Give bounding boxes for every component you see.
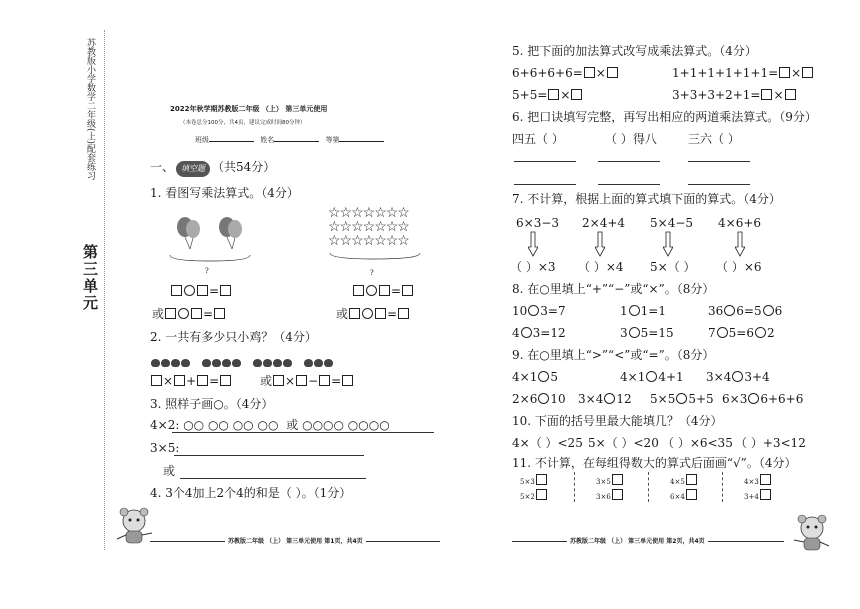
student-info-row [195, 135, 384, 145]
name-field[interactable] [274, 141, 319, 142]
q8-title: 8. 在○里填上“+”“−”或“×”。（8分） [512, 282, 715, 296]
or-label: 或 [336, 307, 349, 321]
section-number: 一、 [150, 160, 175, 174]
q1-balloon-answer-1: = [170, 284, 232, 298]
answer-circle[interactable] [538, 393, 549, 404]
check-box[interactable] [612, 489, 623, 500]
chick-group [202, 352, 242, 371]
answer-circle[interactable] [629, 305, 640, 316]
answer-box[interactable] [165, 308, 176, 319]
answer-box[interactable] [191, 308, 202, 319]
down-arrow-icon [663, 231, 673, 257]
answer-box[interactable] [607, 67, 618, 78]
q9-row2-item2: 3×4 12 [578, 392, 632, 406]
q5-row2-right: 3+3+3+2+1= × [672, 88, 797, 102]
answer-circle[interactable] [724, 305, 735, 316]
q9-title: 9. 在○里填上“>”“<”或“=”。（8分） [512, 348, 715, 362]
q11-group-2: 3×5 3×6 [596, 474, 624, 504]
q3-example-circles: ○○ ○○ ○○ ○○ [183, 418, 279, 432]
q1-star-answer-1: = [352, 284, 414, 298]
q6-line[interactable] [514, 184, 576, 185]
answer-circle[interactable] [604, 393, 615, 404]
answer-box[interactable] [220, 285, 231, 296]
grade-field[interactable] [339, 141, 384, 142]
down-arrow-icon [595, 231, 605, 257]
check-box[interactable] [536, 474, 547, 485]
chick-group [304, 352, 334, 371]
check-box[interactable] [536, 489, 547, 500]
class-field[interactable] [209, 141, 254, 142]
q7-top-1: 6×3−3 [516, 216, 560, 230]
check-box[interactable] [686, 489, 697, 500]
q9-row2-item3: 5×5 5+5 [650, 392, 714, 406]
answer-box[interactable] [802, 67, 813, 78]
answer-circle[interactable] [184, 285, 195, 296]
q3-example-row [150, 418, 390, 432]
answer-circle[interactable] [763, 305, 774, 316]
q10-item-2: 5×（ ）<20 [588, 436, 659, 450]
balloon-picture [165, 215, 255, 265]
q3-answer-line-2[interactable] [180, 478, 366, 479]
q11-title: 11. 不计算，在每组得数大的算式后面画“√”。（4分） [512, 456, 797, 470]
q3-example-label: 4×2: [150, 418, 180, 432]
q6-c: 三六（ ） [688, 132, 740, 146]
q9-row2-item4: 6×3 6+6+6 [722, 392, 804, 406]
balloon-question-mark: ? [205, 267, 209, 275]
answer-box[interactable] [342, 375, 353, 386]
q6-line[interactable] [598, 161, 660, 162]
q9-row2-item1: 2×6 10 [512, 392, 566, 406]
q7-bottom-4: （ ）×6 [716, 260, 762, 274]
q3-row2-label: 3×5: [150, 441, 180, 455]
q5-c-expr: 5+5= [512, 88, 548, 102]
or-label: 或 [286, 418, 299, 432]
answer-box[interactable] [171, 285, 182, 296]
answer-box[interactable] [548, 89, 559, 100]
answer-circle[interactable] [629, 327, 640, 338]
answer-circle[interactable] [362, 308, 373, 319]
paper-title: 2022年秋学期苏教版二年级 （上） 第三单元使用 [170, 105, 328, 113]
answer-box[interactable] [273, 375, 284, 386]
q7-bottom-3: 5×（ ） [650, 260, 696, 274]
q6-line[interactable] [514, 161, 576, 162]
q6-b: （ ）得八 [605, 132, 657, 146]
footer-right: 苏教版二年级 （上） 第三单元使用 第2页，共4页 [567, 536, 708, 545]
q7-top-3: 5×4−5 [650, 216, 694, 230]
answer-box[interactable] [779, 67, 790, 78]
balloon-icon [165, 215, 255, 265]
q6-line[interactable] [688, 161, 750, 162]
q2-answer-row: × + = 或 × − = [150, 374, 354, 388]
q5-row1-right: 1+1+1+1+1+1= × [672, 66, 814, 80]
answer-circle[interactable] [528, 305, 539, 316]
star-row: ☆☆☆☆☆☆☆ [328, 233, 409, 249]
q7-top-2: 2×4+4 [582, 216, 626, 230]
q3-example-alt-circles: ○○○○ ○○○○ [302, 418, 390, 432]
down-arrow-icon [528, 231, 538, 257]
class-label: 班级 [195, 136, 209, 144]
answer-box[interactable] [761, 89, 772, 100]
answer-box[interactable] [214, 308, 225, 319]
q10-item-1: 4×（ ）<25 [512, 436, 583, 450]
q10-item-3: （ ）×6<35 [662, 436, 733, 450]
answer-circle[interactable] [538, 371, 549, 382]
mascot-right-icon [790, 510, 834, 558]
check-box[interactable] [686, 474, 697, 485]
answer-box[interactable] [402, 285, 413, 296]
answer-box[interactable] [349, 308, 360, 319]
q5-row1: 6+6+6+6= × [512, 66, 619, 80]
answer-box[interactable] [151, 375, 162, 386]
q5-d-expr: 3+3+3+2+1= [672, 88, 761, 102]
answer-box[interactable] [785, 89, 796, 100]
side-series-label: 苏教版小学数学二年级(上)配套练习 [85, 38, 95, 181]
answer-box[interactable] [571, 89, 582, 100]
chick-group [253, 352, 293, 371]
answer-circle[interactable] [717, 327, 728, 338]
q11-group-1: 5×3 5×2 [520, 474, 548, 504]
answer-circle[interactable] [676, 393, 687, 404]
q8-row1-item1: 10 3=7 [512, 304, 566, 318]
star-brace [328, 251, 422, 263]
star-question-mark: ? [370, 269, 374, 277]
grade-label: 等第 [325, 136, 340, 144]
section-badge: 填空题 [176, 161, 210, 177]
answer-circle[interactable] [646, 371, 657, 382]
q10-title: 10. 下面的括号里最大能填几？（4分） [512, 414, 723, 428]
q11-divider [574, 472, 575, 502]
star-picture [328, 206, 422, 267]
star-row: ☆☆☆☆☆☆☆ [328, 219, 409, 235]
answer-circle[interactable] [732, 371, 743, 382]
q5-b-expr: 1+1+1+1+1+1= [672, 66, 779, 80]
section-heading [150, 160, 275, 177]
q7-title: 7. 不计算，根据上面的算式填下面的算式。（4分） [512, 192, 781, 206]
q10-item-4: （ ）+3<12 [735, 436, 806, 450]
answer-box[interactable] [584, 67, 595, 78]
paper-subtitle: （本卷总分100分，共4页，建议完成时间80分钟） [180, 120, 306, 126]
side-unit-label: 第三单元 [81, 244, 99, 312]
q7-bottom-2: （ ）×4 [578, 260, 624, 274]
answer-box[interactable] [353, 285, 364, 296]
check-box[interactable] [760, 474, 771, 485]
q7-top-4: 4×6+6 [718, 216, 762, 230]
q1-star-answer-2: 或 = [336, 307, 410, 321]
q11-group-4: 4×3 3+4 [744, 474, 772, 504]
q6-line[interactable] [688, 184, 750, 185]
down-arrow-icon [735, 231, 745, 257]
answer-circle[interactable] [521, 327, 532, 338]
q3-or-label: 或 [163, 464, 176, 478]
q7-bottom-1: （ ）×3 [510, 260, 556, 274]
check-box[interactable] [612, 474, 623, 485]
q9-row1-item1: 4×1 5 [512, 370, 558, 384]
name-label: 姓名 [260, 136, 275, 144]
answer-box[interactable] [174, 375, 185, 386]
q8-row1-item3: 36 6=5 6 [708, 304, 783, 318]
q1-balloon-answer-2: 或 = [152, 307, 226, 321]
footer-left: 苏教版二年级 （上） 第三单元使用 第1页，共4页 [225, 536, 366, 545]
q3-example-underline [172, 432, 434, 433]
answer-circle[interactable] [748, 393, 759, 404]
or-label: 或 [260, 374, 273, 388]
q6-title: 6. 把口诀填写完整，再写出相应的两道乘法算式。（9分） [512, 110, 817, 124]
q5-row2: 5+5= × [512, 88, 583, 102]
check-box[interactable] [760, 489, 771, 500]
q3-title: 3. 照样子画○。（4分） [150, 397, 274, 411]
q2-title: 2. 一共有多少只小鸡？（4分） [150, 330, 317, 344]
answer-box[interactable] [220, 375, 231, 386]
q11-divider [648, 472, 649, 502]
q6-a: 四五（ ） [512, 132, 564, 146]
answer-circle[interactable] [366, 285, 377, 296]
q8-row2-item2: 3 5=15 [620, 326, 674, 340]
answer-box[interactable] [319, 375, 330, 386]
answer-circle[interactable] [755, 327, 766, 338]
q8-row2-item3: 7 5=6 2 [708, 326, 775, 340]
q8-row2-item1: 4 3=12 [512, 326, 566, 340]
q5-title: 5. 把下面的加法算式改写成乘法算式。（4分） [512, 44, 757, 58]
q9-row1-item3: 3×4 3+4 [706, 370, 770, 384]
side-binding-line [104, 30, 105, 550]
answer-box[interactable] [197, 375, 208, 386]
q1-title: 1. 看图写乘法算式。（4分） [150, 186, 299, 200]
answer-box[interactable] [197, 285, 208, 296]
q11-group-3: 4×5 6×4 [670, 474, 698, 504]
chick-picture [151, 352, 334, 371]
answer-circle[interactable] [178, 308, 189, 319]
mascot-left-icon [112, 503, 156, 551]
q8-row1-item2: 1 1=1 [620, 304, 666, 318]
q9-row1-item2: 4×1 4+1 [620, 370, 684, 384]
q5-a-expr: 6+6+6+6= [512, 66, 583, 80]
or-label: 或 [152, 307, 165, 321]
answer-box[interactable] [379, 285, 390, 296]
answer-box[interactable] [375, 308, 386, 319]
q11-divider [722, 472, 723, 502]
section-points: （共54分） [212, 160, 276, 174]
chick-group [151, 352, 191, 371]
star-row: ☆☆☆☆☆☆☆ [328, 205, 409, 221]
q4-text: 4. 3个4加上2个4的和是（ ）。（1分） [150, 486, 352, 500]
answer-box[interactable] [296, 375, 307, 386]
answer-box[interactable] [398, 308, 409, 319]
q3-answer-line-1[interactable] [174, 455, 364, 456]
q6-line[interactable] [598, 184, 660, 185]
